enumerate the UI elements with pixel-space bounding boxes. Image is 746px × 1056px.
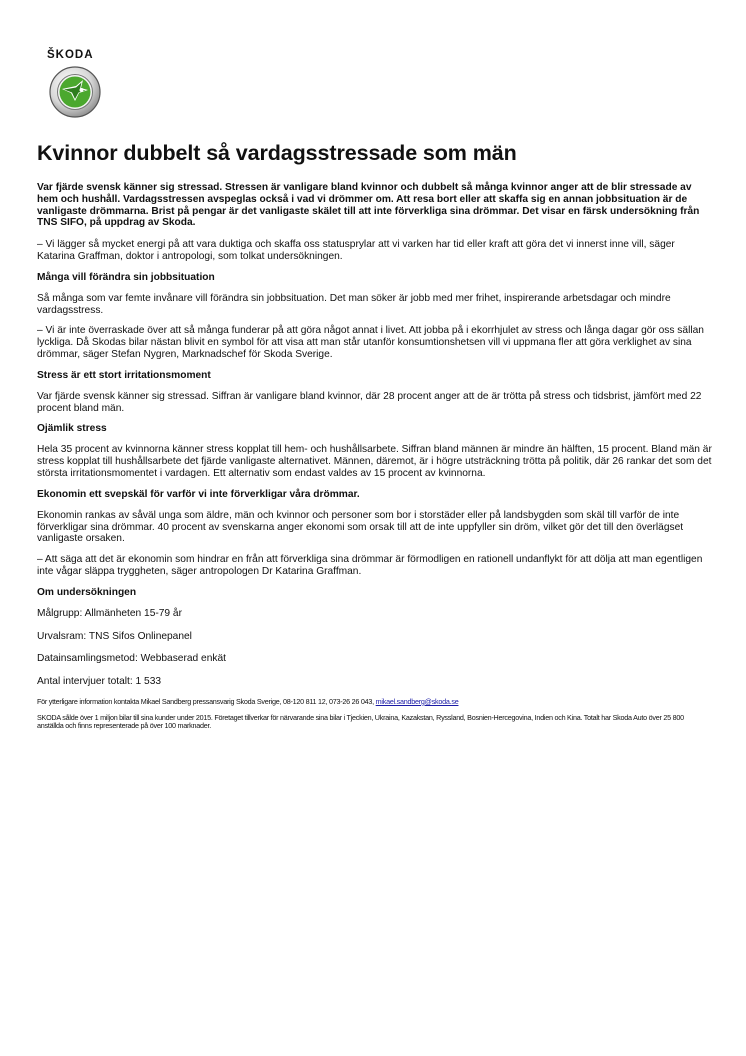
contact-email-link[interactable]: mikael.sandberg@skoda.se <box>375 696 459 706</box>
paragraph: Så många som var femte invånare vill förändra sin jobbsituation. Det man söker är jobb med mer frihet, inspirerande arbetsdagar och mindre vardagsstress. <box>37 292 671 316</box>
skoda-logo-icon <box>49 66 101 118</box>
contact-line <box>37 698 712 707</box>
section-heading: Ekonomin ett svepskäl för varför vi inte förverkligar våra drömmar. <box>37 488 360 500</box>
section-heading: Många vill förändra sin jobbsituation <box>37 271 215 283</box>
paragraph: – Vi är inte överraskade över att så många funderar på att göra något annat i livet. Att jobba på i ekorrhjulet av stress och långa dagar gör oss sällan lyckliga. Då Skodas bilar nästan blivit en symbol för att visa att man står utanför konsumtionshetsen vill vi uppmana fler att göra verklighet av sina drömmar, säger Stefan Nygren, Marknadschef för Skoda Sverige. <box>37 325 704 360</box>
boilerplate: SKODA sålde över 1 miljon bilar till sina kunder under 2015. Företaget tillverkar för närvarande sina bilar i Tjeckien, Ukraina, Kazakstan, Ryssland, Bosnien-Hercegovina, Indien och Kina. Totalt har Skoda Auto över 25 800 anställda och finns representerade på över 100 marknader. <box>37 712 684 731</box>
quote-paragraph: – Vi lägger så mycket energi på att vara duktiga och skaffa oss statusprylar att vi varken har tid eller kraft att göra det vi innerst inne vill, säger Katarina Graffman, doktor i antropologi, som tolkat undersökningen. <box>37 239 675 262</box>
paragraph: – Att säga att det är ekonomin som hindrar en från att förverkliga sina drömmar är förmodligen en rationell undanflykt för att dölja att man egentligen inte vågar släppa tryggheten, säger antropologen Dr Katarina Graffman. <box>37 554 703 577</box>
headline: Kvinnor dubbelt så vardagsstressade som män <box>37 141 517 165</box>
about-sample: Urvalsram: TNS Sifos Onlinepanel <box>37 630 192 642</box>
paragraph: Var fjärde svensk känner sig stressad. Siffran är vanligare bland kvinnor, där 28 procent anger att de är trötta på stress och tidsbrist, jämfört med 22 procent bland män. <box>37 390 702 414</box>
about-method: Datainsamlingsmetod: Webbaserad enkät <box>37 653 226 665</box>
lead-paragraph: Var fjärde svensk känner sig stressad. Stressen är vanligare bland kvinnor och dubbelt så många kvinnor anger att de blir stressade av hem och hushåll. Vardagsstressen avspeglas också i vad vi drömmer om. Att resa bort eller att skaffa sig en annan jobbsituation är de vanligaste drömmarna. Brist på pengar är det vanligaste skälet till att inte förverkliga sina drömmar. Det visar en färsk undersökning från TNS SIFO, på uppdrag av Skoda. <box>37 182 700 229</box>
contact-text: För ytterligare information kontakta Mikael Sandberg pressansvarig Skoda Sverige, 08-120 811 12, 073-26 26 043, <box>37 696 376 706</box>
section-heading: Ojämlik stress <box>37 423 107 435</box>
paragraph: Hela 35 procent av kvinnorna känner stress kopplat till hem- och hushållsarbete. Siffran bland männen är mindre än hälften, 15 procent. Bland män är stress kopplat till hushållsarbete det fjärde vanligaste alternativet. Männen, däremot, är i högre utsträckning trötta på politik, där 26 rankar det som det största irritationsmomentet i vardagen. Ett alternativ som endast valdes av 15 procent av kvinnorna. <box>37 444 712 479</box>
paragraph: Ekonomin rankas av såväl unga som äldre, män och kvinnor och personer som bor i storstäder eller på landsbygden som skäl till varför de inte förverkligar sina drömmar. 40 procent av svenskarna anger ekonomi som orsak till att de inte uppfyller sin dröm, vilket gör det till den överlägset vanligaste orsaken. <box>37 509 684 545</box>
section-heading: Stress är ett stort irritationsmoment <box>37 369 211 381</box>
article-body <box>37 182 712 738</box>
about-target: Målgrupp: Allmänheten 15-79 år <box>37 607 182 619</box>
section-heading: Om undersökningen <box>37 586 137 598</box>
about-interviews: Antal intervjuer totalt: 1 533 <box>37 676 162 688</box>
brand-wordmark: ŠKODA <box>47 49 94 61</box>
